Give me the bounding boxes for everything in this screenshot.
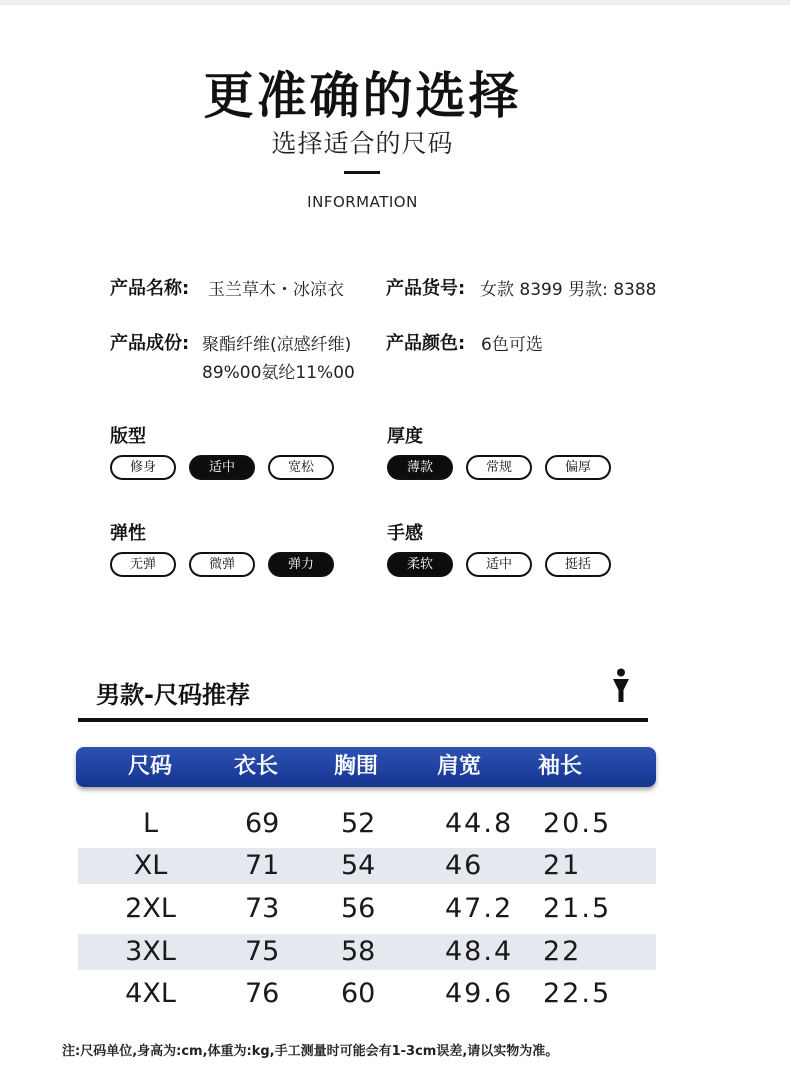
feel-option-medium[interactable]: 适中 <box>466 552 532 577</box>
thickness-option-thick[interactable]: 偏厚 <box>545 455 611 480</box>
page-title: 更准确的选择 <box>203 67 522 125</box>
information-label: INFORMATION <box>307 193 418 211</box>
product-color-value: 6色可选 <box>481 335 543 355</box>
top-divider <box>0 0 790 5</box>
cell-sleeve: 21.5 <box>543 893 612 924</box>
fit-option-loose[interactable]: 宽松 <box>268 455 334 480</box>
thickness-title: 厚度 <box>387 426 423 447</box>
page-subtitle: 选择适合的尺码 <box>271 129 454 158</box>
cell-length: 69 <box>245 808 280 839</box>
table-row <box>78 806 656 842</box>
header-size: 尺码 <box>128 754 173 779</box>
elasticity-title: 弹性 <box>110 523 146 544</box>
cell-chest: 56 <box>341 893 376 924</box>
measurement-note: 注:尺码单位,身高为:cm,体重为:kg,手工测量时可能会有1-3cm误差,请以实物为准。 <box>62 1044 559 1059</box>
cell-sleeve: 22.5 <box>543 978 612 1009</box>
cell-sleeve: 20.5 <box>543 808 612 839</box>
header-shoulder: 肩宽 <box>437 754 482 779</box>
cell-length: 73 <box>245 893 280 924</box>
fit-option-slim[interactable]: 修身 <box>110 455 176 480</box>
cell-chest: 54 <box>341 850 376 881</box>
feel-option-soft[interactable]: 柔软 <box>387 552 453 577</box>
men-title-underline <box>78 718 648 722</box>
elasticity-option-stretch[interactable]: 弹力 <box>268 552 334 577</box>
header-length: 衣长 <box>234 754 279 779</box>
thickness-option-thin[interactable]: 薄款 <box>387 455 453 480</box>
product-color-label: 产品颜色: <box>386 333 466 354</box>
cell-size: XL <box>133 850 168 881</box>
cell-length: 71 <box>245 850 280 881</box>
product-material-label: 产品成份: <box>110 333 190 354</box>
thickness-option-normal[interactable]: 常规 <box>466 455 532 480</box>
product-sku-label: 产品货号: <box>386 278 466 299</box>
cell-size: 2XL <box>125 893 176 924</box>
cell-shoulder: 49.6 <box>445 978 514 1009</box>
product-material-line1: 聚酯纤维(凉感纤维) <box>202 335 352 355</box>
table-row <box>78 976 656 1012</box>
cell-chest: 60 <box>341 978 376 1009</box>
fit-option-regular[interactable]: 适中 <box>189 455 255 480</box>
cell-chest: 58 <box>341 936 376 967</box>
cell-size: 3XL <box>125 936 176 967</box>
header-sleeve: 袖长 <box>538 754 583 779</box>
product-sku-value: 女款 8399 男款: 8388 <box>480 280 657 300</box>
product-name-label: 产品名称: <box>110 278 190 299</box>
fit-title: 版型 <box>110 426 146 447</box>
cell-shoulder: 47.2 <box>445 893 514 924</box>
cell-length: 76 <box>245 978 280 1009</box>
title-dash <box>344 171 380 174</box>
header-chest: 胸围 <box>334 754 379 779</box>
feel-option-crisp[interactable]: 挺括 <box>545 552 611 577</box>
elasticity-option-none[interactable]: 无弹 <box>110 552 176 577</box>
cell-shoulder: 46 <box>445 850 484 881</box>
product-material-line2: 89%00氨纶11%00 <box>202 363 355 383</box>
men-size-title: 男款-尺码推荐 <box>96 681 250 709</box>
person-icon <box>612 668 630 704</box>
cell-length: 75 <box>245 936 280 967</box>
elasticity-option-slight[interactable]: 微弹 <box>189 552 255 577</box>
table-row <box>78 848 656 884</box>
feel-title: 手感 <box>387 523 423 544</box>
size-table-header <box>76 747 656 787</box>
cell-sleeve: 21 <box>543 850 582 881</box>
cell-shoulder: 48.4 <box>445 936 514 967</box>
table-row <box>78 934 656 970</box>
table-row <box>78 891 656 927</box>
cell-size: 4XL <box>125 978 176 1009</box>
cell-size: L <box>142 808 159 839</box>
cell-chest: 52 <box>341 808 376 839</box>
cell-sleeve: 22 <box>543 936 582 967</box>
product-name-value: 玉兰草木・冰凉衣 <box>208 280 344 300</box>
cell-shoulder: 44.8 <box>445 808 514 839</box>
